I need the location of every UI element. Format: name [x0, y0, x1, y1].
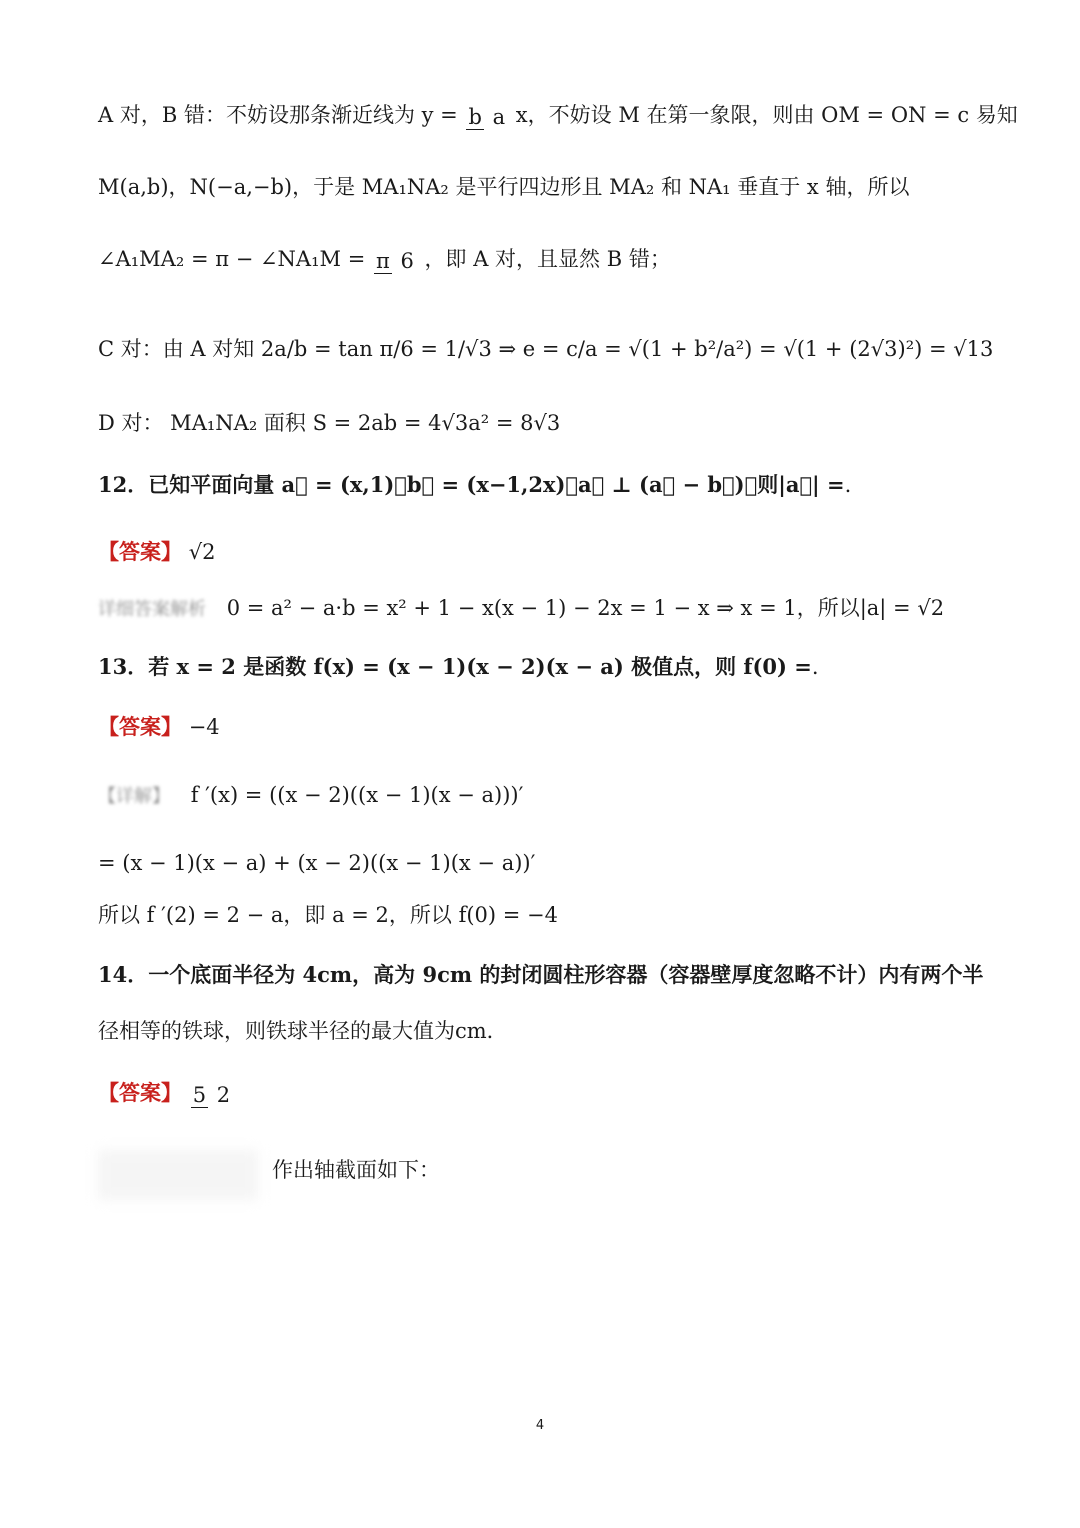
- line-ab-part2: [98, 172, 1010, 202]
- answer-tag: 【答案】: [98, 539, 182, 564]
- line-text: D 对： MA₁NA₂ 面积 S = 2ab = 4√3a² = 8√3: [98, 411, 561, 435]
- answer-tag: 【答案】: [98, 1080, 182, 1105]
- question-end: .: [844, 473, 852, 497]
- question-text: 12．已知平面向量 a⃗ = (x,1)，b⃗ = (x−1,2x)，a⃗ ⊥ (a⃗ − b⃗)，则|a⃗| =: [98, 472, 845, 497]
- solution-text: 所以 f ′(2) = 2 − a，即 a = 2，所以 f(0) = −4: [98, 903, 559, 927]
- question-text: 径相等的铁球，则铁球半径的最大值为: [98, 1019, 455, 1043]
- question-end: .: [811, 655, 819, 679]
- answer-value: √2: [188, 540, 216, 564]
- frac-den: 2: [216, 1082, 231, 1107]
- solution-13-line3: [98, 900, 1010, 930]
- question-13: [98, 652, 1010, 682]
- line-text: ∠A₁MA₂ = π − ∠NA₁M =: [98, 247, 372, 271]
- line-ab-part3: [98, 244, 1010, 274]
- line-text: C 对：由 A 对知 2a/b = tan π/6 = 1/√3 ⇒ e = c/a = √(1 + b²/a²) = √(1 + (2√3)²) = √13: [98, 337, 994, 361]
- solution-text: = (x − 1)(x − a) + (x − 2)((x − 1)(x − a))′: [98, 851, 536, 875]
- line-ab-part1: [98, 100, 1018, 130]
- solution-text: 作出轴截面如下：: [272, 1158, 440, 1182]
- solution-13-line2: [98, 848, 1010, 878]
- solution-12: [98, 593, 1010, 625]
- line-d: [98, 408, 1010, 438]
- question-14-line1: [98, 960, 1010, 990]
- frac-den: 6: [400, 248, 414, 273]
- line-text: x，不妨设 M 在第一象限，则由 OM = ON = c 易知: [515, 103, 1018, 127]
- frac-num: 5: [192, 1082, 207, 1107]
- line-c: [98, 334, 1010, 364]
- line-text: ，即 A 对，且显然 B 错；: [424, 247, 671, 271]
- answer-12: [98, 537, 1010, 567]
- fraction-pi-over-6: [374, 249, 423, 273]
- question-12: [98, 470, 1010, 500]
- blurred-label: 【详解】: [98, 786, 170, 807]
- answer-tag: 【答案】: [98, 714, 182, 739]
- frac-num: π: [375, 248, 390, 273]
- blurred-label: 详细答案解析: [98, 599, 206, 620]
- question-text: 14．一个底面半径为 4cm，高为 9cm 的封闭圆柱形容器（容器壁厚度忽略不计）内有两个半: [98, 962, 984, 987]
- question-unit: cm．: [455, 1019, 508, 1043]
- frac-num: b: [468, 104, 482, 129]
- solution-13-line1: [98, 780, 1010, 812]
- frac-den: a: [492, 104, 506, 129]
- line-text: M(a,b)，N(−a,−b)，于是 MA₁NA₂ 是平行四边形且 MA₂ 和 NA₁ 垂直于 x 轴，所以: [98, 175, 910, 199]
- question-text: 13．若 x = 2 是函数 f(x) = (x − 1)(x − 2)(x − a) 极值点，则 f(0) =: [98, 654, 812, 679]
- solution-14: [272, 1155, 1010, 1185]
- blurred-label: [98, 1150, 258, 1200]
- answer-13: [98, 712, 1010, 742]
- fraction-5-over-2: [191, 1083, 232, 1107]
- answer-value: −4: [188, 715, 220, 739]
- solution-text: 0 = a² − a·b = x² + 1 − x(x − 1) − 2x = 1 − x ⇒ x = 1，所以|a| = √2: [226, 596, 945, 620]
- page-number: 4: [535, 1418, 545, 1433]
- solution-text: f ′(x) = ((x − 2)((x − 1)(x − a)))′: [190, 783, 524, 807]
- fraction-b-over-a: [466, 105, 513, 129]
- question-14-line2: [98, 1016, 1010, 1046]
- answer-14: [98, 1078, 1010, 1108]
- line-text: A 对，B 错：不妨设那条渐近线为 y =: [98, 103, 465, 127]
